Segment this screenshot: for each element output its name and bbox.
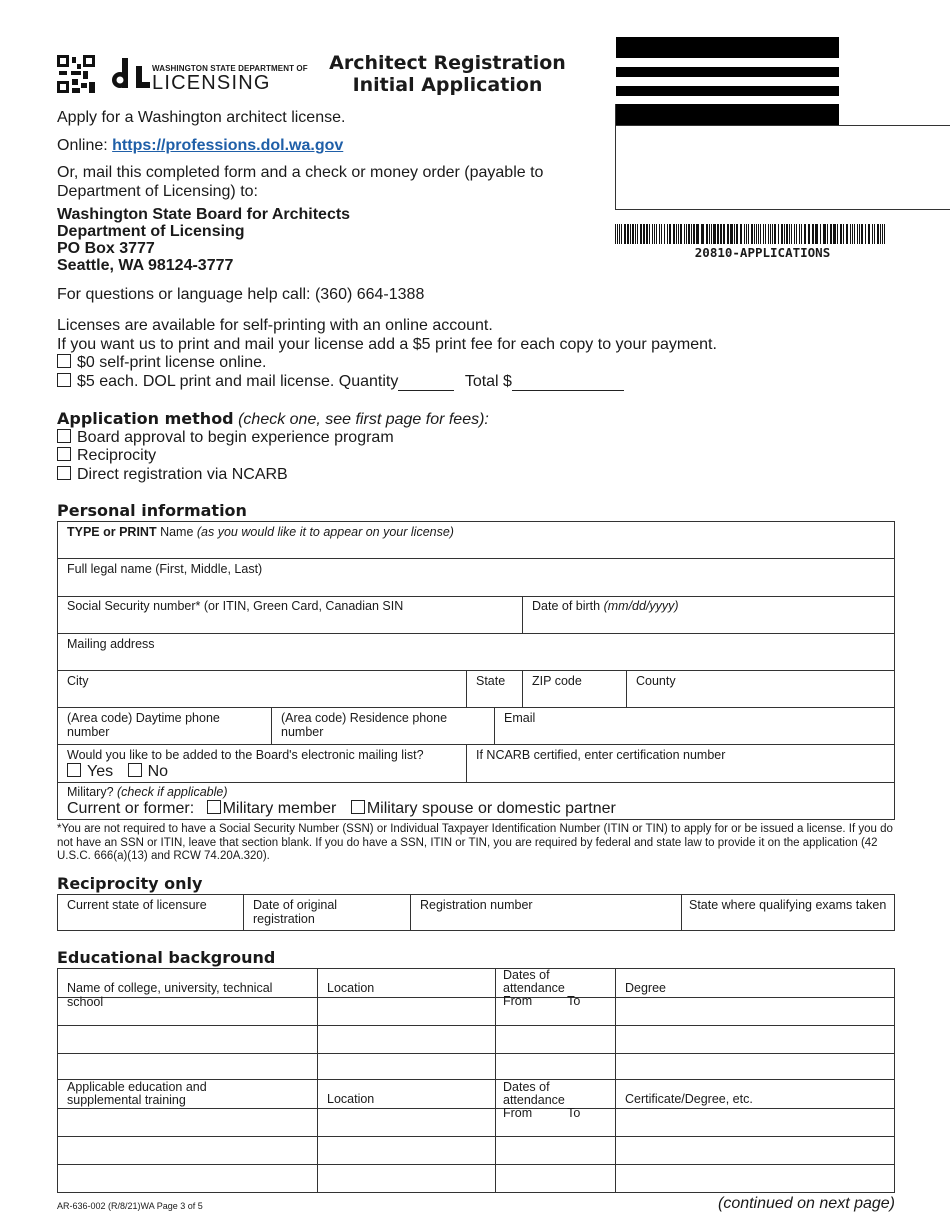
method-ncarb-checkbox[interactable] — [57, 466, 71, 480]
state-field[interactable]: State — [476, 674, 506, 688]
daytime-phone-field[interactable]: (Area code) Daytime phone number — [67, 711, 220, 739]
certificate-header: Certificate/Degree, etc. — [625, 1092, 753, 1106]
online-label: Online: — [57, 137, 113, 154]
barcode-text: 20810-APPLICATIONS — [694, 245, 831, 260]
self-print-option: $0 self-print license online. — [57, 353, 266, 372]
reciprocity-heading: Reciprocity only — [57, 874, 203, 893]
dates-header: Dates of attendance From To — [503, 1080, 581, 1120]
quantity-field[interactable] — [398, 376, 454, 391]
apply-text: Apply for a Washington architect license. — [57, 109, 346, 126]
personal-info-heading: Personal information — [57, 501, 247, 520]
redaction-bar — [616, 104, 839, 126]
method-option: Board approval to begin experience program — [57, 428, 394, 447]
redaction-bar — [616, 37, 839, 58]
full-legal-name-field[interactable]: Full legal name (First, Middle, Last) — [67, 562, 263, 576]
address-line: Department of Licensing — [57, 223, 245, 240]
method-reciprocity-checkbox[interactable] — [57, 447, 71, 461]
mail-print-option: $5 each. DOL print and mail license. Quantity Total $ — [57, 372, 624, 391]
county-field[interactable]: County — [636, 674, 676, 688]
agency-small-text: WASHINGTON STATE DEPARTMENT OF — [152, 64, 308, 73]
location-header: Location — [327, 1092, 375, 1106]
ssn-footnote: *You are not required to have a Social Security Number (SSN) or Individual Taxpayer Identification Number (ITIN or TIN) to apply for or be issued a license. If you do not have an SSN or ITIN, leave that section blank. If you do have a SSN, ITIN or TIN, you are required by federal and state law to provide it on the application (42 U.S.C. 666(a)(13) and RCW 74.20A.320). — [57, 823, 893, 862]
city-field[interactable]: City — [67, 674, 89, 688]
mail-print-checkbox[interactable] — [57, 373, 71, 387]
print-info-1: Licenses are available for self-printing with an online account. — [57, 317, 493, 334]
online-link[interactable]: https://professions.dol.wa.gov — [112, 137, 344, 154]
address-line: Seattle, WA 98124-3777 — [57, 257, 234, 274]
title-line-2: Initial Application — [352, 74, 543, 96]
address-line: PO Box 3777 — [57, 240, 155, 257]
military-label: Military? (check if applicable) — [67, 785, 228, 799]
supplemental-training-header: Applicable education and supplemental training — [67, 1080, 207, 1107]
zip-field[interactable]: ZIP code — [532, 674, 582, 688]
dol-logo — [112, 58, 308, 94]
email-field[interactable]: Email — [504, 711, 536, 725]
help-text: For questions or language help call: (360) 664-1388 — [57, 286, 425, 303]
location-header: Location — [327, 981, 375, 995]
name-field-label[interactable]: TYPE or PRINT Name (as you would like it to appear on your license) — [67, 525, 454, 539]
agency-name: LICENSING — [152, 72, 271, 94]
school-name-header: Name of college, university, technical school — [67, 981, 273, 1009]
address-line: Washington State Board for Architects — [57, 206, 351, 223]
original-registration-date-field[interactable]: Date of original registration — [253, 898, 338, 926]
self-print-checkbox[interactable] — [57, 354, 71, 368]
print-info-2: If you want us to print and mail your license add a $5 print fee for each copy to your payment. — [57, 336, 717, 353]
mailing-list-no-checkbox[interactable] — [128, 763, 142, 777]
form-id: AR-636-002 (R/8/21)WA Page 3 of 5 — [57, 1201, 203, 1211]
military-options: Current or former: Military member Military spouse or domestic partner — [67, 800, 616, 817]
method-option: Direct registration via NCARB — [57, 465, 288, 484]
method-option: Reciprocity — [57, 446, 156, 465]
degree-header: Degree — [625, 981, 666, 995]
mailing-list-options: Yes No — [57, 763, 466, 781]
online-line — [57, 136, 343, 155]
redaction-bar — [616, 67, 839, 77]
redaction-bar — [616, 86, 839, 96]
continued-note: (continued on next page) — [717, 1195, 895, 1212]
total-label: Total $ — [464, 373, 512, 390]
mailing-address-field[interactable]: Mailing address — [67, 637, 155, 651]
military-spouse-checkbox[interactable] — [351, 800, 365, 814]
mailing-address — [57, 206, 350, 274]
barcode — [615, 224, 887, 244]
mail-text: Or, mail this completed form and a check or money order (payable to Department of Licensing) to: — [57, 164, 544, 200]
dob-field[interactable]: Date of birth (mm/dd/yyyy) — [532, 599, 679, 613]
exam-state-field[interactable]: State where qualifying exams taken — [689, 898, 887, 912]
total-field[interactable] — [512, 376, 624, 391]
current-state-field[interactable]: Current state of licensure — [67, 898, 207, 912]
title-line-1: Architect Registration — [329, 52, 566, 74]
education-heading: Educational background — [57, 948, 276, 967]
mailing-list-question: Would you like to be added to the Board's electronic mailing list? — [67, 748, 424, 762]
qr-code-icon — [57, 55, 95, 93]
mailing-list-yes-checkbox[interactable] — [67, 763, 81, 777]
registration-number-field[interactable]: Registration number — [420, 898, 533, 912]
military-member-checkbox[interactable] — [207, 800, 221, 814]
ncarb-number-field[interactable]: If NCARB certified, enter certification number — [476, 748, 726, 762]
residence-phone-field[interactable]: (Area code) Residence phone number — [281, 711, 448, 739]
application-method-heading: Application method (check one, see first page for fees): — [57, 409, 489, 428]
ssn-field[interactable]: Social Security number* (or ITIN, Green Card, Canadian SIN — [67, 599, 404, 613]
dates-header: Dates of attendance From To — [503, 968, 581, 1008]
form-title — [315, 52, 580, 96]
method-board-checkbox[interactable] — [57, 429, 71, 443]
